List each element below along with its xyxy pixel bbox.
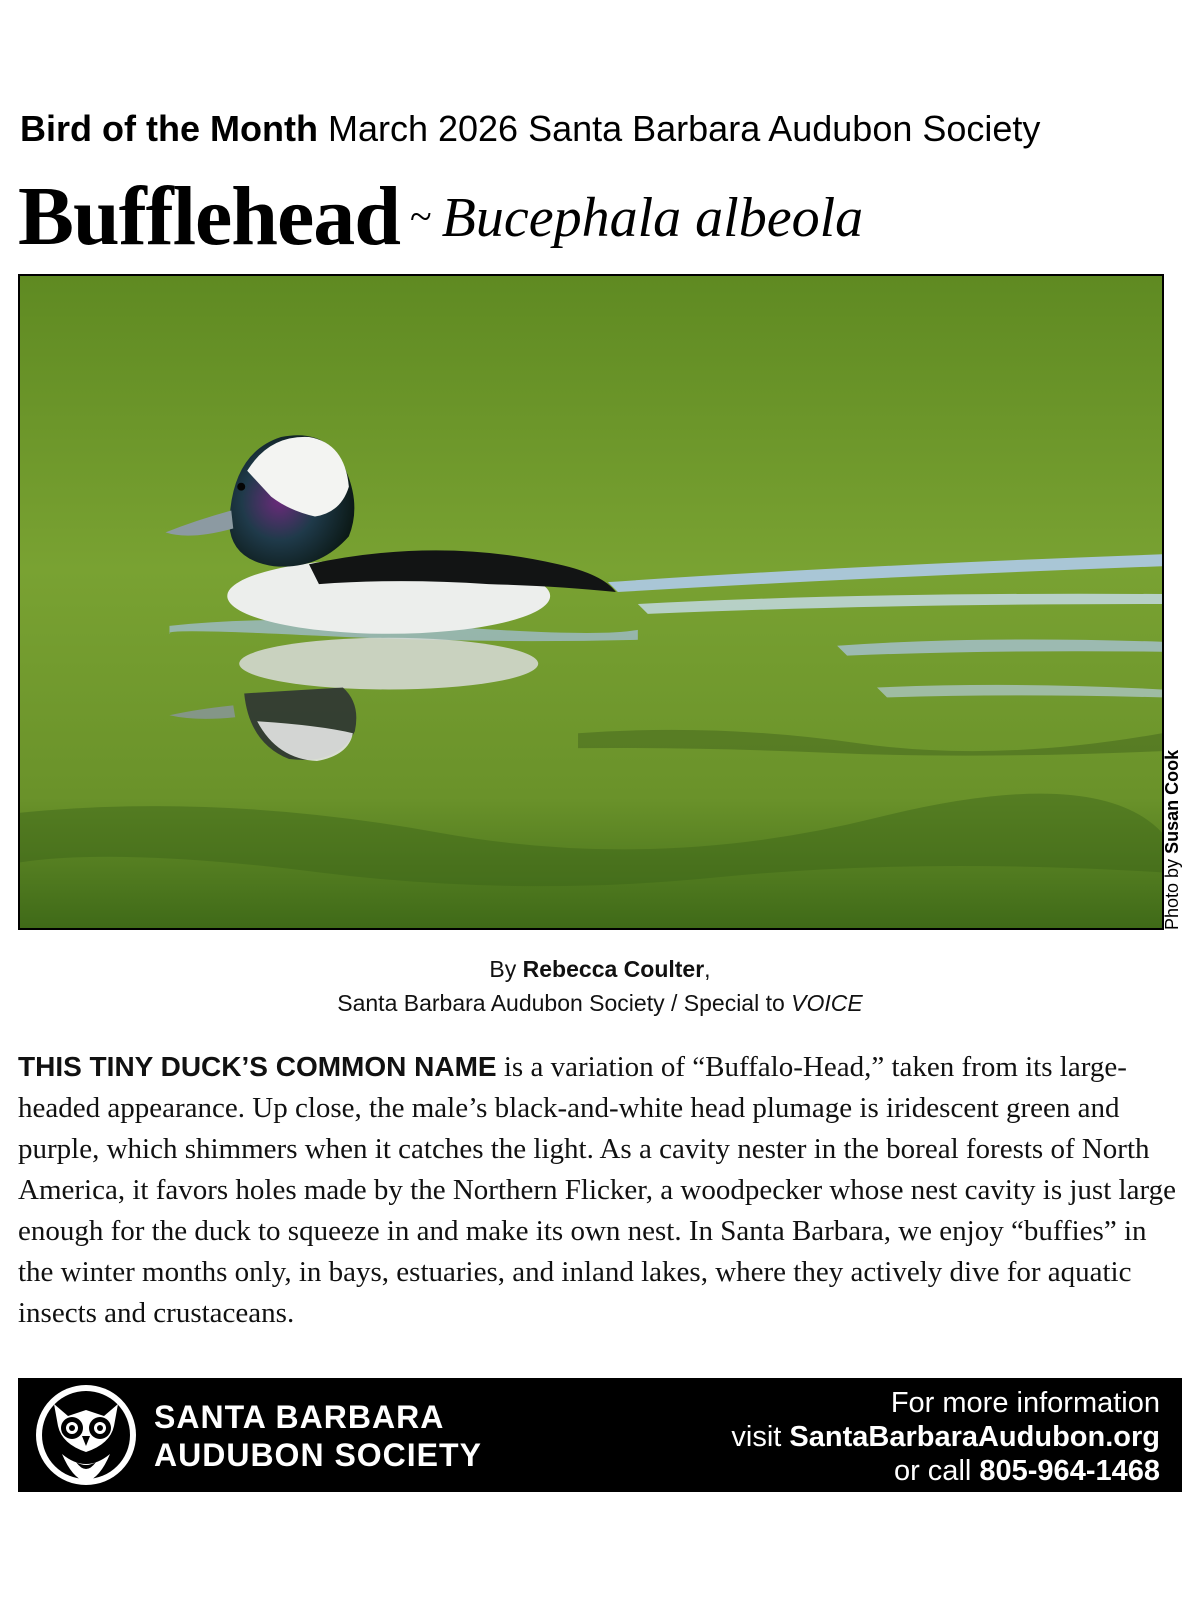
common-name: Bufflehead — [18, 170, 401, 263]
scientific-name: Bucephala albeola — [441, 187, 864, 249]
bird-photo — [18, 274, 1164, 930]
kicker-bold: Bird of the Month — [20, 108, 318, 149]
byline-comma: , — [704, 956, 711, 982]
title-separator: ~ — [410, 194, 432, 239]
info-phone-line — [731, 1454, 1160, 1488]
byline-affiliation: Santa Barbara Audubon Society / Special to — [337, 990, 785, 1016]
byline-author-line — [0, 952, 1200, 986]
kicker-line — [20, 108, 1040, 150]
org-name — [154, 1398, 482, 1474]
article-text: is a variation of “Buffalo-Head,” taken from its large-headed appearance. Up close, the male’s black-and-white head plumage is iridescent green and purple, which shimmers when it catches the light. As a cavity nester in the boreal forests of North America, it favors holes made by the Northern Flicker, a woodpecker whose nest cavity is just large enough for the duck to squeeze in and make its own nest. In Santa Barbara, we enjoy “buffies” in the winter months only, in bays, estuaries, and inland lakes, where they actively dive for aquatic insects and crustaceans. — [18, 1051, 1176, 1329]
byline-affiliation-line — [0, 986, 1200, 1020]
byline-author: Rebecca Coulter — [522, 956, 705, 982]
page-title — [18, 168, 863, 265]
website-link[interactable]: SantaBarbaraAudubon.org — [789, 1421, 1160, 1453]
phone-number[interactable]: 805-964-1468 — [979, 1455, 1160, 1487]
info-heading: For more information — [890, 1387, 1160, 1419]
footer-banner — [18, 1378, 1182, 1492]
photo-credit-name: Susan Cook — [1162, 749, 1182, 854]
article-body — [18, 1046, 1188, 1334]
owl-logo-icon — [32, 1382, 140, 1488]
photo-credit-prefix: Photo by — [1162, 858, 1182, 930]
org-name-line2: AUDUBON SOCIETY — [154, 1437, 482, 1473]
byline — [0, 952, 1200, 1020]
bufflehead-photo-illustration — [20, 276, 1162, 928]
contact-info — [731, 1386, 1160, 1488]
byline-prefix: By — [489, 956, 517, 982]
byline-publication: VOICE — [791, 990, 863, 1016]
photo-credit — [1162, 750, 1183, 930]
article-lead: THIS TINY DUCK’S COMMON NAME — [18, 1051, 497, 1082]
call-prefix: or call — [893, 1455, 972, 1487]
visit-prefix: visit — [731, 1421, 782, 1453]
info-website-line — [731, 1420, 1160, 1454]
org-name-line1: SANTA BARBARA — [154, 1399, 445, 1435]
kicker-rest: March 2026 Santa Barbara Audubon Society — [327, 108, 1041, 149]
